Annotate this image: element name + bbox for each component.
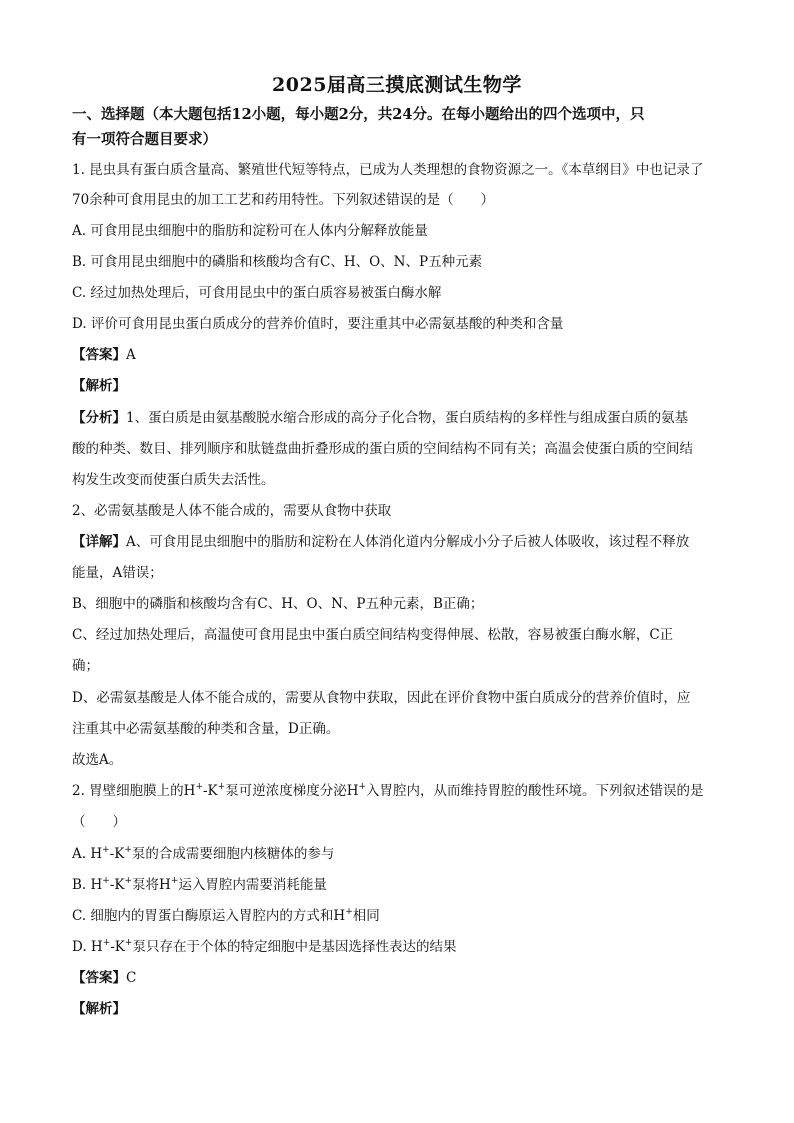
q2-stem-part: -K [203,783,218,799]
option-part: C. 细胞内的胃蛋白酶原运入胃腔内的方式和H [72,908,346,924]
q2-stem-part: 入胃腔内，从而维持胃腔的酸性环境。下列叙述错误的是 [366,783,704,799]
q1-xiangjie-line-7: 注重其中必需氨基酸的种类和含量，D正确。 [72,721,340,737]
option-part: 泵将H [132,877,171,893]
option-part: 泵的合成需要细胞内核糖体的参与 [131,846,335,862]
q2-stem-part: 泵可逆浓度梯度分泌H [225,783,359,799]
q1-analysis-heading: 【解析】 [72,378,126,394]
option-part: -K [109,846,125,862]
q2-stem-line-1 [72,781,732,801]
q1-stem-line-2: 70余种可食用昆虫的加工工艺和药用特性。下列叙述错误的是（ ） [72,192,495,208]
option-part: -K [110,939,125,955]
document-title: 2025届高三摸底测试生物学 [272,74,522,96]
q1-xiangjie-line-6: D、必需氨基酸是人体不能合成的，需要从食物中获取，因此在评价食物中蛋白质成分的营养价值时，应 [72,690,691,706]
q1-xiangjie-line-3: B、细胞中的磷脂和核酸均含有C、H、O、N、P五种元素，B正确； [72,596,484,612]
xiangjie-text: A、可食用昆虫细胞中的脂肪和淀粉在人体消化道内分解成小分子后被人体吸收，该过程不释放 [126,534,690,550]
q1-xiangjie-line-5: 确； [72,658,99,674]
answer-tag: 【答案】 [72,970,126,986]
q2-analysis-heading: 【解析】 [72,1001,126,1017]
superscript-plus: + [124,937,133,948]
fenxi-tag: 【分析】 [72,410,126,426]
xiangjie-tag: 【详解】 [72,534,126,550]
superscript-plus: + [217,781,226,792]
q2-option-a [72,844,732,864]
option-part: 泵只存在于个体的特定细胞中是基因选择性表达的结果 [132,939,457,955]
superscript-plus: + [358,781,367,792]
section-heading-line-1: 一、选择题（本大题包括12小题，每小题2分，共24分。在每小题给出的四个选项中，只 [72,106,645,123]
q1-option-d: D. 评价可食用昆虫蛋白质成分的营养价值时，要注重其中必需氨基酸的种类和含量 [72,316,564,332]
answer-tag: 【答案】 [72,347,126,363]
q1-answer [72,345,732,365]
q2-answer [72,968,732,988]
superscript-plus: + [102,844,110,855]
q1-xiangjie-line-2: 能量，A错误； [72,565,163,581]
superscript-plus: + [345,906,353,917]
fenxi-text: 1、蛋白质是由氨基酸脱水缩合形成的高分子化合物，蛋白质结构的多样性与组成蛋白质的氨基 [126,410,689,426]
q1-option-b: B. 可食用昆虫细胞中的磷脂和核酸均含有C、H、O、N、P五种元素 [72,254,483,270]
option-part: -K [109,877,125,893]
option-part: B. H [72,877,103,893]
q2-option-b [72,875,732,895]
q1-fenxi-line-4: 2、必需氨基酸是人体不能合成的，需要从食物中获取 [72,503,392,519]
answer-value: A [126,347,136,363]
q1-xiangjie-line-8: 故选A。 [72,752,123,768]
superscript-plus: + [195,781,203,792]
q1-xiangjie-line-1 [72,532,732,552]
q2-stem-line-2: （ ） [72,814,126,830]
answer-value: C [126,970,137,986]
superscript-plus: + [102,937,111,948]
q1-option-c: C. 经过加热处理后，可食用昆虫中的蛋白质容易被蛋白酶水解 [72,285,442,301]
q1-fenxi-line-2: 酸的种类、数目、排列顺序和肽链盘曲折叠形成的蛋白质的空间结构不同有关；高温会使蛋白质的空间结 [72,441,693,457]
option-part: 运入胃腔内需要消耗能量 [178,877,327,893]
q1-stem-line-1: 1. 昆虫具有蛋白质含量高、繁殖世代短等特点，已成为人类理想的食物资源之一。《本草纲目》中也记录了 [72,162,704,178]
option-part: D. H [72,939,103,955]
option-part: A. H [72,846,103,862]
q2-option-c [72,906,732,926]
superscript-plus: + [124,875,133,886]
q1-xiangjie-line-4: C、经过加热处理后，高温使可食用昆虫中蛋白质空间结构变得伸展、松散，容易被蛋白酶水解，C正 [72,627,674,643]
q2-option-d [72,937,732,957]
superscript-plus: + [102,875,110,886]
q1-fenxi-line-1 [72,408,732,428]
q1-option-a: A. 可食用昆虫细胞中的脂肪和淀粉可在人体内分解释放能量 [72,223,428,239]
option-part: 相同 [352,908,380,924]
q2-stem-part: 2. 胃壁细胞膜上的H [72,783,196,799]
superscript-plus: + [170,875,179,886]
q1-fenxi-line-3: 构发生改变而使蛋白质失去活性。 [72,472,275,488]
section-heading-line-2: 有一项符合题目要求） [72,131,217,148]
superscript-plus: + [124,844,132,855]
